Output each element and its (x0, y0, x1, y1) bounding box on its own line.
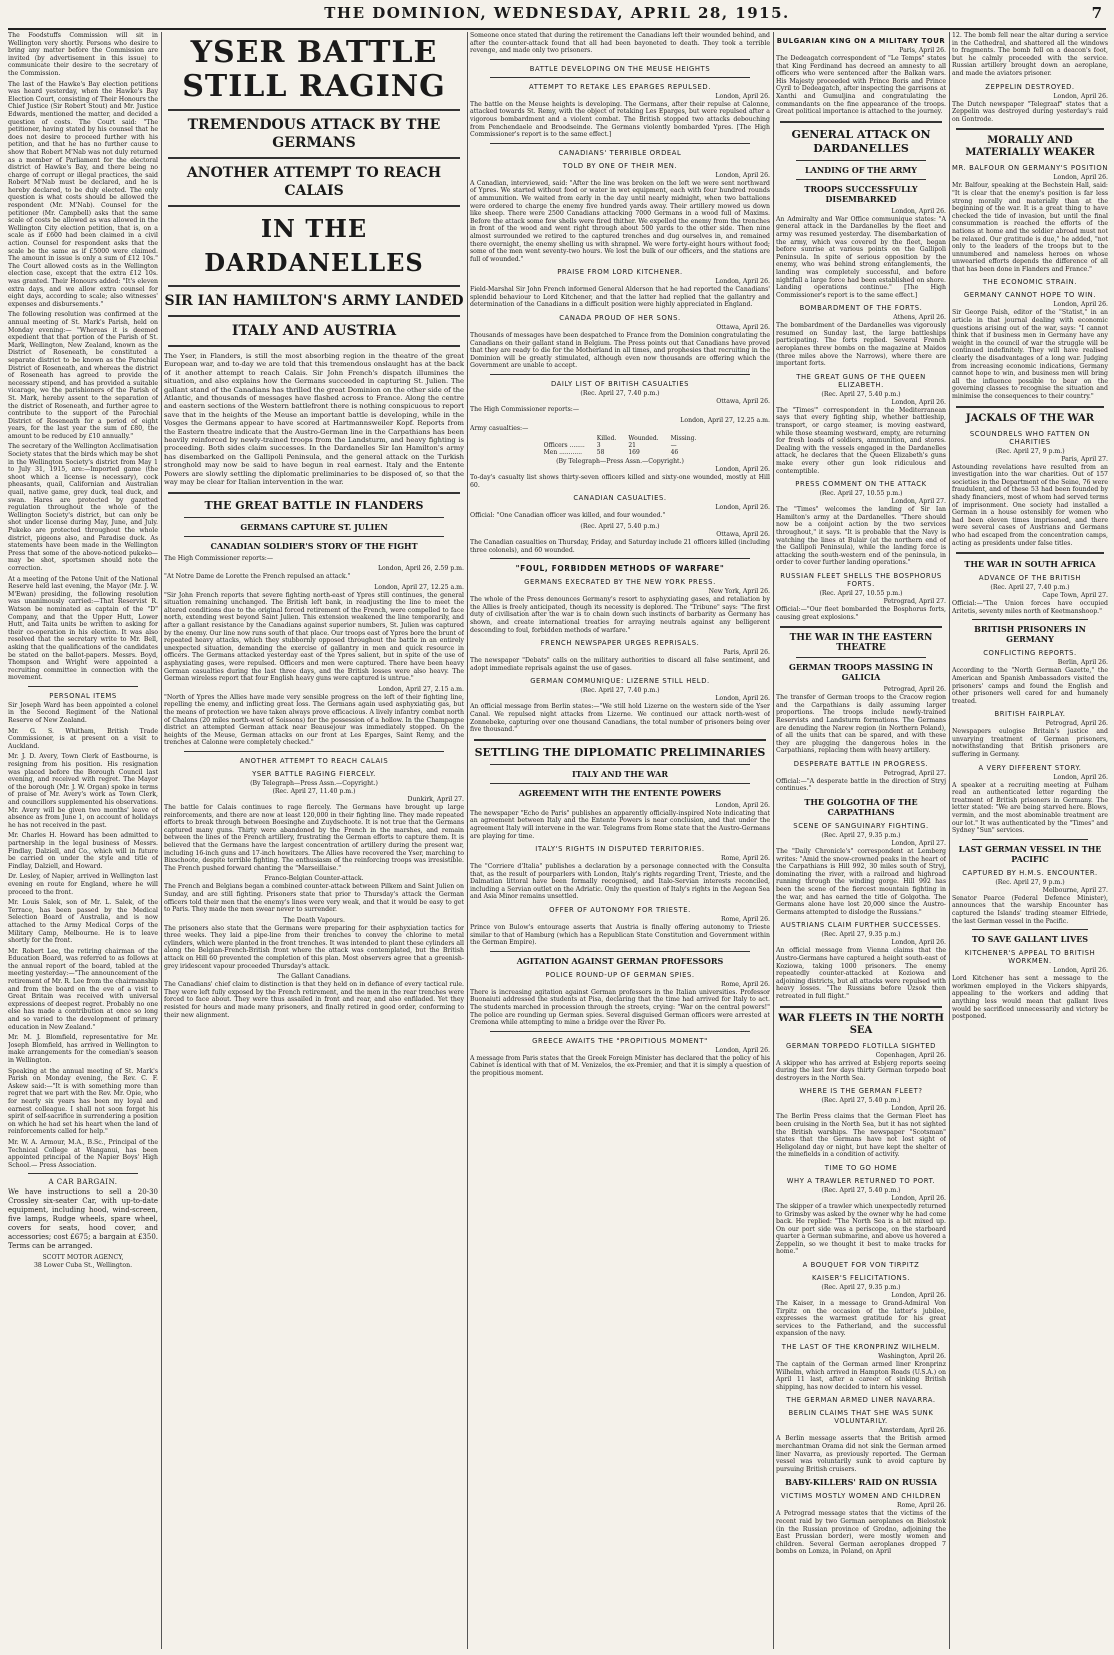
dateline: Petrograd, April 27. (883, 769, 946, 777)
article-text: The "Corriere d'Italia" publishes a declaration by a personage connected with the Consulta that, as the result of pourparlers with London, Italy's rights regarding Trent, Trieste, and the Dalmatian littoral have been formally recognised, and Italo-Servian interests reconciled, including a Servian outlet on the Adriatic. Only the question of Italy's rights in the Aegean Sea and Asia Minor remains unsettled. (470, 863, 770, 901)
subheadline: ZEPPELIN DESTROYED. (985, 82, 1075, 91)
article-text: To-day's casualty list shows thirty-seven officers killed and sixty-one wounded, mostly at Hill 60. (470, 474, 770, 489)
dateline: Dunkirk, April 27. (407, 795, 464, 803)
article-text: The "Daily Chronicle's" correspondent at Lemberg writes: "Amid the snow-crowned peaks in the heart of the Carpathians is Hill 992, 30 miles south of Stryj, dominating the river, with a railroad and highroad running through the winding gorge. Hill 992 has been the scene of the fiercest mountain fighting in the war, and has earned the title of Golgotha. The Germans alone have lost 20,000 since the Austro-Germans attempted to dislodge the Russians." (776, 848, 946, 916)
headline: IN THE DARDANELLES (204, 214, 424, 277)
subheadline: TIME TO GO HOME (824, 1163, 898, 1172)
divider (168, 157, 460, 159)
received-time: (Rec. April 27, 10.55 p.m.) (819, 490, 903, 498)
main-headline: YSER BATTLE STILL RAGING (182, 35, 446, 104)
subheadline: MR. BALFOUR ON GERMANY'S POSITION (952, 164, 1108, 173)
dateline: London, April 26. (1053, 174, 1108, 182)
article-paragraph: At a meeting of the Petone Unit of the National Reserve held last evening, the Mayor (Mr. J. W. M'Ewan) presiding, the following resolution was unanimously carried:—That Reservist R. Watson be nominated as captain of the "D" Company, and that the Upper Hutt, Lower Hutt, and Taita units be written to asking for their co-operation in his election. It was also resolved that the secretary write to Mr. Bell, asking that the qualifications of the candidates be stated on the ballot-papers. Messrs. Boyd, Thompson and Wright were appointed a recruiting committee in connection with the movement. (8, 575, 158, 682)
received-time: (Rec. April 27, 9.35 p.m.) (821, 832, 901, 840)
dateline: Paris, April 27. (1061, 455, 1108, 463)
subheadline: THE GREAT GUNS OF THE QUEEN ELIZABETH. (796, 372, 926, 389)
dateline: London, April 26. (891, 1194, 946, 1202)
article-text: Official:—"A desperate battle in the direction of Stryj continues." (776, 777, 946, 793)
dateline: London, April 27, 2.15 a.m. (378, 685, 464, 693)
column-rule (467, 32, 468, 1649)
received-time: (Rec. April 27, 10.55 p.m.) (819, 589, 903, 597)
column-2 (164, 32, 464, 1649)
table-cell: 58 (596, 449, 605, 457)
headline: SETTLING THE DIPLOMATIC PRELIMINARIES (474, 745, 766, 759)
dateline: London, April 27, 12.25 a.m. (374, 583, 464, 591)
telegraph-note: (By Telegraph—Press Assn.—Copyright.) (556, 458, 684, 466)
article-text: Astounding revelations have resulted from an investigation into the war charities. Out of 157 societies in the Department of the Seine, 76 were fraudulent, and of these 53 had been founded by shady financiers, most of whom had served terms of imprisonment. One society had installed a German in a house ostensibly for women who had been eleven times imprisoned, and there were several cases of Austrians and Germans who had escaped from the concentration camps, acting as presidents under false titles. (952, 463, 1108, 547)
received-time: (Rec. April 27, 5.40 p.m.) (821, 1097, 901, 1105)
divider (972, 929, 1088, 930)
advert-heading: A CAR BARGAIN. (48, 1178, 118, 1187)
subheadline: KAISER'S FELICITATIONS. (811, 1274, 911, 1283)
table-cell: — (670, 442, 677, 450)
subheadline: ATTEMPT TO RETAKE LES EPARGES REPULSED. (529, 82, 711, 91)
headline: THE GOLGOTHA OF THE CARPATHIANS (804, 797, 918, 818)
divider (490, 374, 750, 375)
personal-item: Mr. Louis Salek, son of Mr. L. Salek, of the Terrace, has been passed by the Medical Selection Board of Australia, and is now attached to the Army Medical Corps of the Military Camp, Melbourne. He is to leave shortly for the front. (8, 899, 158, 945)
subheadline: CONFLICTING REPORTS. (983, 649, 1077, 658)
dateline: Amsterdam, April 26. (878, 1427, 946, 1435)
subheadline: THE GERMAN ARMED LINER NAVARRA. (786, 1396, 936, 1405)
article-text: Sir George Paish, editor of the "Statist," in an article in that journal dealing with economic questions arising out of the war, says: "I cannot think that if business men in Germany have any weight in the council of war the struggle will be continued indefinitely. They will have realised clearly the disadvantages of a long war. Judging from increasing economic indications, Germany cannot hope to win, and business men will bring all the influence possible to bear on the governing classes to recognise the situation and minimise the consequences to their country." (952, 309, 1108, 400)
subheadline: GERMANS CAPTURE ST. JULIEN (240, 521, 388, 532)
masthead-title: THE DOMINION, WEDNESDAY, APRIL 28, 1915. (324, 4, 790, 22)
divider (796, 160, 926, 161)
column-rule (773, 32, 774, 1649)
article-paragraph: The secretary of the Wellington Acclimatisation Society states that the birds which may be shot in the Wellington Society's district from May 1 to July 31, 1915, are:—Imported game (the shoot which a license is necessary), cock pheasants, quail, Californian and Australian quail, native game, grey duck, teal duck, and swan. Hares are protected by gazetted regulation throughout the whole of the Wellington Society's district, but can only be shot under license during May, June, and July. Pukeko are protected throughout the whole district, pigeons also, and Paradise duck. As statements have been made in the Wellington Press that some of the above-noticed pukeko—may be shot, sportsmen should note the correction. (8, 443, 158, 572)
received-time: (Rec. April 27, 5.40 p.m.) (821, 1186, 901, 1194)
divider (168, 315, 460, 317)
article-text: The battle for Calais continues to rage fiercely. The Germans have brought up large reinforcements, and there are now at least 120,000 in their fighting line. They made repeated efforts to break through between Boesinghe and Zuydschoote. It is not true that the Germans captured many guns. Thirty were abandoned by the French in the marshes, and remain between the lines of the French artillery, frustrating the German efforts to capture them. It is believed that the Germans have the largest concentration of artillery during the present war, including 16-inch guns and 17-inch howitzers. The Allies have recovered the Yser, marching to Bixschoote, despite terrible fighting. The enthusiasm of the reinforcing troops was irresistible. The French pushed forward chanting the "Marseillaise." (164, 803, 464, 872)
dateline: London, April 26. (1053, 773, 1108, 781)
divider (490, 59, 750, 60)
article-text: Official:—"Our fleet bombarded the Bosphorus forts, causing great explosions." (776, 605, 946, 621)
personal-item: Mr. Robert Lee, the retiring chairman of the Education Board, was referred to as follows at the annual report of the board, tabled at the meeting yesterday:—"The announcement of the retirement of Mr. R. Lee from the chairmanship and from the board on the eve of a visit to Great Britain was received with universal expressions of deepest regret. Probably no one else has made a contribution at once so long and so varied to the development of primary education in New Zealand." (8, 947, 158, 1031)
table-cell: 3 (596, 442, 601, 450)
subheadline: WHY A TRAWLER RETURNED TO PORT. (786, 1176, 936, 1185)
dateline: London, April 26. (715, 466, 770, 474)
article-text: The "Times'" correspondent in the Mediterranean says that every fighting ship, whether battleship, transport, or cargo steamer, is moving eastward, while those steaming westward, empty, are returning for fresh loads of soldiers, ammunition, and stores. Dealing with the vessels engaged in the Dardanelles attack, he declares that the Queen Elizabeth's guns make every other gun look ridiculous and contemptible. (776, 406, 946, 475)
section-heading: PERSONAL ITEMS (49, 691, 117, 700)
headline: ANOTHER ATTEMPT TO REACH CALAIS (186, 165, 442, 199)
divider (168, 492, 460, 494)
telegraph-note: (By Telegraph—Press Assn.—Copyright.) (250, 779, 378, 787)
subheadline: YSER BATTLE RAGING FIERCELY. (252, 769, 376, 778)
headline: BABY-KILLERS' RAID ON RUSSIA (785, 1477, 937, 1488)
divider (168, 205, 460, 207)
divider (796, 179, 926, 180)
subheadline: FRENCH NEWSPAPER URGES REPRISALS. (540, 639, 700, 648)
article-text: 12. The bomb fell near the altar during a service in the Cathedral, and shattered all the windows to fragments. The bomb fell on a deacon's foot, but he calmly proceeded with the service. Russian artillery brought down an aeroplane, and made the aviators prisoner. (952, 32, 1108, 77)
article-paragraph: The last of the Hawke's Bay election petitions was heard yesterday, when the Hawke's Bay Election Court, consisting of Their Honours the Chief Justice (Sir Robert Stout) and Mr. Justice Edwards, mentioned the matter, and decided a question of costs. The Court said: "The petitioner, having stated by his counsel that he does not desire to proceed further with his petition, and that he has no further cause to show that Robert M'Nab was not duly returned as a member of Parliament for the electoral district of Hawke's Bay, and there being no charge of corrupt or illegal practices, the said Robert M'Nab must be declared, and he is hereby declared, to be duly elected. The only question is what costs should be allowed the respondent (Mr. M'Nab). Counsel for the petitioner (Mr. Campbell) asks that the same scale of costs be allowed as was allowed in the Wellington City election petition, that is, on a scale as if £600 had been claimed in a civil action. Counsel for respondent asks that the scale be the same as if £5000 were claimed. The amount in issue is only a sum of £12 10s." The Court allowed costs as in the Wellington election case, except that the extra £12 10s. was granted. Their Honours added: "It's eleven extra days, and we allow extra counsel for eight days, according to scale; also witnesses' expenses and disbursements." (8, 80, 158, 308)
dateline: London, April 26. (715, 92, 770, 100)
personal-item: Mr. G. S. Whitham, British Trade Commissioner, is at present on a visit to Auckland. (8, 727, 158, 750)
subheadline: AUSTRIANS CLAIM FURTHER SUCCESSES. (780, 921, 942, 930)
received-time: (Rec. April 27, 11.40 p.m.) (272, 787, 356, 795)
dateline: Petrograd, April 26. (1045, 720, 1108, 728)
article-text: Thousands of messages have been despatched to France from the Dominion congratulating the Canadians on their gallant stand in Belgium. The Press points out that Canadians have proved that they are ready to die for the Motherland in all times, and prophesies that recruiting in the Dominion will be greatly stimulated, although even now thousands are offering which the Government are unable to accept. (470, 332, 770, 370)
dateline: New York, April 26. (708, 588, 770, 596)
article-text: The skipper of a trawler which unexpectedly returned to Grimsby was asked by the owner why he had come back. He replied: "The North Sea is a bit mixed up. On our port side was a periscope, on the starboard quarter a German submarine, and above us hovered a Zeppelin, so we thought it best to make tracks for home." (776, 1202, 946, 1256)
column-4 (776, 32, 946, 1649)
column-rule (949, 32, 950, 1649)
subheadline: BERLIN CLAIMS THAT SHE WAS SUNK VOLUNTARILY. (788, 1409, 934, 1426)
divider (956, 552, 1104, 554)
casualty-table (538, 435, 703, 456)
headline: LANDING OF THE ARMY (804, 164, 917, 175)
article-text: Senator Pearce (Federal Defence Minister), announces that the warship Encounter has captured the Islands' trading steamer Elfriede, the last German vessel in the Pacific. (952, 894, 1108, 925)
masthead (8, 2, 1106, 30)
divider (972, 839, 1088, 840)
headline: TROOPS SUCCESSFULLY DISEMBARKED (804, 183, 918, 204)
table-cell: 46 (670, 449, 679, 457)
subheadline: A BOUQUET FOR VON TIRPITZ (802, 1261, 920, 1270)
divider (168, 285, 460, 287)
divider (972, 619, 1088, 620)
personal-item: Mr. J. D. Avery, Town Clerk of Eastbourne, is resigning from his position. His resignation was placed before the Borough Council last evening, and received with regret. The Mayor of the borough (Mr. J. W. Organ) spoke in terms of praise of Mr. Avery's work as Town Clerk, and councillors supplemented his observations. Mr. Avery will be given two months' leave of absence as from June 1, on account of holidays he has not received in the past. (8, 753, 158, 829)
column-5 (952, 32, 1108, 1649)
dateline: Ottawa, April 26. (716, 398, 770, 406)
personal-item: Speaking at the annual meeting of St. Mark's Parish on Monday evening, the Rev. C. F. Askew said:—"It is with something more than regret that we part with the Rev. Mr. Opie, who for nearly six years has been my loyal and earnest colleague. I shall not soon forget his spirit of self-sacrifice in surrendering a position on which he had set his heart when the land of reinforcements called for help." (8, 1067, 158, 1136)
subheadline: ANOTHER ATTEMPT TO REACH CALAIS (239, 756, 389, 765)
dateline: Copenhagen, April 26. (875, 1051, 946, 1059)
article-intro: The Yser, in Flanders, is still the most absorbing region in the theatre of the great European war, and to-day we are told that this tremendous onslaught has at the back of it another attempt to reach Calais. Sir John French's dispatch illumines the situation, and also explains how the Germans succeeded in capturing St. Julien. The gallant stand of the Canadians has thrilled the great Dominion on the other side of the Atlantic, and thousands of messages have flashed across to France. Along the centre and eastern sections of the Western battlefront there is nothing conspicuous to report save that in the heights of the Meuse an important battle is developing, while in the Vosges the Germans appear to have scored at Hartmannsweiler Kopf. Reports from the Eastern theatre indicate that the Austro-German line in the Carpathians has been heavily reinforced by newly-trained troops from the Landsturm, and heavy fighting is proceeding. Both sides claim successes. In the Dardanelles Sir Ian Hamilton's army has disembarked on the Gallipoli Peninsula, and the general attack on the Turkish stronghold may now be said to have begun in real earnest. Italy and the Entente Powers are slowly settling the diplomatic preliminaries to be disposed of, so that the way may be clear for Italian intervention in the war. (164, 352, 464, 487)
table-cell: Men ............ (543, 449, 583, 457)
dateline: Ottawa, April 26. (716, 531, 770, 538)
subheadline: BRITISH FAIRPLAY. (994, 710, 1066, 719)
dateline: Rome, April 26. (721, 916, 770, 924)
article-text: Official:—"The Union forces have occupied Aritetis, seventy miles north of Keetmanshoop." (952, 600, 1108, 615)
article-text: Newspapers eulogise Britain's justice and unvarying treatment of German prisoners, notwithstanding that British prisoners are suffering in Germany. (952, 728, 1108, 759)
divider (780, 121, 942, 123)
subheadline: WHERE IS THE GERMAN FLEET? (799, 1087, 923, 1096)
subheadline: PRESS COMMENT ON THE ATTACK (795, 480, 927, 489)
subheadline: ITALY'S RIGHTS IN DISPUTED TERRITORIES. (535, 845, 705, 854)
article-text: The newspaper "Debats" calls on the military authorities to discard all false sentiment, and adopt immediate reprisals against the use of gases. (470, 657, 770, 672)
article-text: The Kaiser, in a message to Grand-Admiral Von Tirpitz on the occasion of the latter's jubilee, expresses the warmest gratitude for his great services to the Fatherland, and the successful expansion of the navy. (776, 1300, 946, 1338)
headline: ITALY AND AUSTRIA (231, 323, 397, 339)
divider (490, 1031, 750, 1032)
divider (184, 751, 444, 752)
subheading: The Gallant Canadians. (277, 973, 351, 981)
subheadline: RUSSIAN FLEET SHELLS THE BOSPHORUS FORTS. (780, 571, 942, 588)
personal-item: Sir Joseph Ward has been appointed a colonel in the Second Regiment of the National Reserve of New Zealand. (8, 701, 158, 725)
divider (490, 951, 750, 952)
personal-item: Mr. Charles H. Howard has been admitted to partnership in the legal business of Messrs. Findlay, Dalziell, and Co., which will in future be carried on under the style and title of Findlay, Dalziell, and Howard. (8, 832, 158, 870)
table-header: Killed. (596, 435, 617, 443)
dateline: London, April 27, 12.25 a.m. (680, 416, 770, 424)
advert-address: 38 Lower Cuba St., Wellington. (33, 1262, 133, 1270)
subheadline: BOMBARDMENT OF THE FORTS. (799, 304, 923, 313)
received-time: (Rec. April 27, 9 p.m.) (995, 447, 1065, 455)
dateline: London, April 26. (715, 504, 770, 512)
article-paragraph: The Foodstuffs Commission will sit in Wellington very shortly. Persons who desire to bring any matter before the Commission are invited (by advertisement in this issue) to communicate their desire to the secretary of the Commission. (8, 32, 158, 77)
dateline: London, April 26. (1053, 92, 1108, 100)
headline: TO SAVE GALLANT LIVES (971, 934, 1089, 945)
article-text: The battle on the Meuse heights is developing. The Germans, after their repulse at Calonne, attacked towards St. Remy, with the object of retaking Les Eparges, but were repulsed after a vigorous bombardment and a violent combat. The British stopped two attacks debouching from Penchendaele and Broodseinde. The Germans violently bombarded Ypres. [The High Commissioner's report is to the same effect.] (470, 100, 770, 139)
personal-item: Mr. M. J. Blomfield, representative for Mr. Joseph Blomfield, has arrived in Wellington to make arrangements for the comedian's season in Wellington. (8, 1034, 158, 1064)
headline: MORALLY AND MATERIALLY WEAKER (965, 135, 1095, 159)
article-text: The Dutch newspaper "Telegraaf" states that a Zeppelin was destroyed during yesterday's raid on Gontrode. (952, 100, 1108, 123)
dateline: Melbourne, April 27. (1042, 886, 1108, 894)
divider (956, 406, 1104, 408)
received-time: (Rec. April 27, 7.40 p.m.) (990, 584, 1070, 592)
divider (780, 1006, 942, 1008)
article-text: Army casualties:— (470, 424, 529, 432)
article-text: Lord Kitchener has sent a message to the workmen employed in the Vickers shipyards, appealing to the workers and adding that anything less would mean that gallant lives would be sacrificed unnecessarily and victory be postponed. (952, 975, 1108, 1021)
received-time: (Rec. April 27, 9 p.m.) (995, 878, 1065, 886)
article-text: A Berlin message asserts that the British armed merchantman Orama did not sink the German armed liner Navarra, as previously reported. The German vessel was voluntarily sunk to avoid capture by pursuing British cruisers. (776, 1435, 946, 1473)
subheadline: CANADA PROUD OF HER SONS. (559, 314, 681, 323)
subheadline: OFFER OF AUTONOMY FOR TRIESTE. (549, 906, 691, 915)
dateline: London, April 26. (891, 939, 946, 947)
divider (796, 657, 926, 658)
article-text: An Admiralty and War Office communique states: "A general attack in the Dardanelles by the fleet and army was resumed yesterday. The disembarkation of the army, which was covered by the fleet, began before sunrise at various points on the Gallipoli Peninsula. In spite of serious opposition by the enemy, who was behind strong entanglements, the landing was completely successful, and before nightfall a large force had been established on shore. Landing operations continue." [The High Commissioner's report is to the same effect.] (776, 215, 946, 299)
advert-body: We have instructions to sell a 20-30 Crossley six-seater Car, with up-to-date equipment, including hood, wind-screen, five lamps, Rudge wheels, spare wheel, covers for seats, hood cover, and accessories; cost £675; a bargain at £350. Terms can be arranged. (8, 1188, 158, 1251)
article-text: The prisoners also state that the Germans were preparing for their asphyxiation tactics for three weeks. They laid a pipe-line from their trenches to convey the chlorine to metal cylinders, which were planted in the front trenches. It was intended to plant these cylinders all along the Belgian-French-British front where the attack was contemplated, but the British attack on Hill 60 prevented the completion of this plan. Most observers agree that a greenish-grey iridescent vapour proceeded Thursday's attack. (164, 924, 464, 970)
article-paragraph: The following resolution was confirmed at the annual meeting of St. Mark's Parish, held on Monday evening:— "Whereas it is deemed expedient that that portion of the Parish of St. Mark, Wellington, New Zealand, known as the District of Roseneath, be constituted a separate district to be known as the Parochial District of Roseneath, and whereas the district of Roseneath has agreed to provide the necessary stipend, and has provided a suitable vicarage, we the parishioners of the Parish of St. Mark, hereby assent to the separation of the district of Roseneath, and further agree to contribute to the support of the Parochial District of Roseneath for a period of eight years, for the last year the sum of £80, the amount to be reduced by £10 annually." (8, 311, 158, 440)
article-text: The High Commissioner reports:— (164, 554, 274, 562)
subheadline: GERMAN COMMUNIQUE: LIZERNE STILL HELD. (530, 677, 710, 686)
dateline: London, April 26. (891, 398, 946, 406)
subheadline: THE ECONOMIC STRAIN. (982, 278, 1078, 287)
divider (168, 345, 460, 347)
article-text: The Canadian casualties on Thursday, Friday, and Saturday include 21 officers killed (including three colonels), and 60 wounded. (470, 539, 770, 554)
headline: LAST GERMAN VESSEL IN THE PACIFIC (958, 843, 1102, 864)
subheading: Franco-Belgian Counter-attack. (264, 875, 364, 883)
divider (474, 739, 766, 741)
article-text: "At Notre Dame de Lorette the French repulsed an attack." (164, 573, 351, 581)
page-number: 7 (1091, 4, 1102, 22)
dateline: Athens, April 26. (893, 314, 946, 322)
subheadline: TOLD BY ONE OF THEIR MEN. (562, 161, 678, 170)
article-text: Someone once stated that during the retirement the Canadians left their wounded behind, and after the counter-attack found that all had been bayoneted to death. They took a terrible revenge, and made only two prisoners. (470, 32, 770, 55)
headline: AGREEMENT WITH THE ENTENTE POWERS (518, 787, 722, 798)
subheadline: DAILY LIST OF BRITISH CASUALTIES (550, 380, 690, 389)
article-text: The Dedeagatch correspondent of "Le Temps" states that King Ferdinand has decreed an amnesty to all officers who were sentenced after the Balkan wars. His Majesty proceeded with Prince Boris and Prince Cyril to Dedeagatch, after inspecting the garrisons at Xanthi and Gumuljina and congratulating the commandants on the fine appearance of the troops. Great political importance is attached to the journey. (776, 55, 946, 116)
personal-item: Mr. W. A. Armour, M.A., B.Sc., Principal of the Technical College at Wanganui, has been appointed principal of the Napier Boys' High School.— Press Association. (8, 1138, 158, 1169)
article-text: The newspaper "Echo de Paris" publishes an apparently officially-inspired Note indicating that an agreement between Italy and the Entente Powers is near conclusion, and that under the agreement Italy will intervene in the war. Telegrams from Rome state that the Austro-Germans are playing for time. (470, 809, 770, 840)
divider (490, 558, 750, 559)
dateline: Berlin, April 26. (1057, 659, 1108, 667)
article-text: The bombardment of the Dardanelles was vigorously resumed on Sunday last, the large battleships participating. The forts replied. Several French aeroplanes threw bombs on the magazine at Maidos (three miles above the Narrows), where there are important forts. (776, 322, 946, 368)
dateline: London, April 27. (891, 840, 946, 848)
table-cell: 21 (628, 442, 636, 450)
table-header: Wounded. (628, 435, 659, 443)
headline: THE GREAT BATTLE IN FLANDERS (204, 498, 424, 512)
divider (28, 1173, 138, 1174)
dateline: Petrograd, April 26. (883, 686, 946, 694)
article-text: The "Times" welcomes the landing of Sir Ian Hamilton's army at the Dardanelles. "There should now be a conjoint action by the two services throughout," it says. "It is probable that the Navy is watching the lines at Bulair (at the northern end of the Gallipoli Peninsula), while the landing force is attacking the south-western end of the peninsula, in order to cover further landing operations." (776, 506, 946, 567)
headline: THE WAR IN THE EASTERN THEATRE (789, 633, 933, 654)
subheadline: CAPTURED BY H.M.S. ENCOUNTER. (962, 868, 1098, 877)
dateline: Cape Town, April 27. (1042, 592, 1108, 600)
article-text: The captain of the German armed liner Kronprinz Wilhelm, which arrived in Hampton Roads (U.S.A.) on April 11 last, after a career of sinking British shipping, has now decided to intern his vessel. (776, 1361, 946, 1391)
advert-signature: SCOTT MOTOR AGENCY, (42, 1254, 124, 1262)
dateline: London, April 26. (715, 278, 770, 286)
article-text: There is increasing agitation against German professors in the Italian universities. Professor Buonaiuti addressed the students at Pisa, declaring that the time had arrived for Italy to act. The students marched in procession through the streets, crying: "War on the central powers!" The police are rounding up German spies. Several disguised German officers were arrested at Cremona while attempting to mine a bridge over the River Po. (470, 988, 770, 1027)
headline: WAR FLEETS IN THE NORTH SEA (778, 1012, 944, 1036)
headline: SIR IAN HAMILTON'S ARMY LANDED (164, 293, 464, 309)
article-text: Field-Marshal Sir John French informed General Alderson that he had reported the Canadians' splendid behaviour to Lord Kitchener, and that the latter had replied that the gallantry and determination of the Canadians in a difficult position were highly appreciated in England. (470, 286, 770, 309)
headline: ITALY AND THE WAR (571, 768, 669, 779)
dateline: Rome, April 26. (721, 855, 770, 863)
subheadline: POLICE ROUND-UP OF GERMAN SPIES. (545, 970, 695, 979)
subheadline: THE LAST OF THE KRONPRINZ WILHELM. (781, 1343, 941, 1352)
article-text: The transfer of German troops to the Cracow region and the Carpathians is daily assuming larger proportions. The troops include newly-trained Reservists and Landsturm formations. The Germans are denuding the Narew region (in Northern Poland), of all the units that can be spared, and with these they are plugging the dangerous holes in the Carpathians, replacing them with heavy artillery. (776, 694, 946, 755)
divider (28, 686, 138, 687)
subheadline: DESPERATE BATTLE IN PROGRESS. (793, 759, 929, 768)
subheadline: "FOUL, FORBIDDEN METHODS OF WARFARE" (515, 564, 725, 574)
dateline: London, April 26. (891, 207, 946, 215)
article-text: A Petrograd message states that the victims of the recent raid by two German aeroplanes on Bielostok (in the Russian province of Grodno, adjoining the East Prussian border), were mostly women and children. Several German aeroplanes dropped 7 bombs on Lomza, in Poland, on April (776, 1510, 946, 1556)
received-time: (Rec. April 27, 7.40 p.m.) (580, 687, 660, 695)
article-text: Prince von Bulow's entourage asserts that Austria is finally offering autonomy to Trieste similar to that of Hamburg (which has a Republican State Constitution and Government within the German Empire). (470, 924, 770, 947)
divider (490, 143, 750, 144)
article-text: Official: "One Canadian officer was killed, and four wounded." (470, 512, 666, 520)
received-time: (Rec. April 27, 9.35 p.m.) (821, 931, 901, 939)
divider (184, 536, 444, 537)
subheadline: KITCHENER'S APPEAL TO BRITISH WORKMEN. (964, 949, 1096, 966)
personal-item: Dr. Lesley, of Napier, arrived in Wellington last evening en route for England, where he will proceed to the front. (8, 873, 158, 896)
received-time: (Rec. April 27, 7.40 p.m.) (580, 390, 660, 398)
column-rule (161, 32, 162, 1649)
table-cell: Officers ........ (543, 442, 585, 450)
subheadline: GERMANY CANNOT HOPE TO WIN. (963, 291, 1097, 300)
article-text: A message from Paris states that the Greek Foreign Minister has declared that the policy of his Cabinet is identical with that of M. Venizelos, the ex-Premier, and that it is simply a question of the propitious moment. (470, 1054, 770, 1077)
subheadline: SCOUNDRELS WHO FATTEN ON CHARITIES (969, 429, 1091, 446)
subheadline: CANADIAN CASUALTIES. (573, 494, 667, 503)
article-text: A speaker at a recruiting meeting at Fulham read an authenticated letter regarding the treatment of British prisoners in Germany. The letter stated: "We are being starved here. Blows, vermin, and the most abominable treatment are our lot." It was authenticated by the "Times" and Sydney "Sun" services. (952, 781, 1108, 835)
article-text: The whole of the Press denounces Germany's resort to asphyxiating gases, and retaliation by the Allies is freely anticipated, though its necessity is deplored. The "Tribune" says: "The first duty of civilisation after the war is to chain down such instincts of barbarity as Germany has shown, and create international treaties for arraying neutrals against any belligerent descending to foul, forbidden methods of warfare." (470, 596, 770, 634)
article-text: According to the "North German Gazette," the American and Spanish Ambassadors visited the prisoners' camps and found the English and other prisoners well cared for and humanely treated. (952, 667, 1108, 705)
dateline: London, April 26. (891, 1105, 946, 1113)
subheadline: CANADIANS' TERRIBLE ORDEAL (558, 148, 682, 157)
dateline: Paris, April 26. (723, 649, 770, 657)
headline: BRITISH PRISONERS IN GERMANY (974, 624, 1086, 645)
subheadline: BULGARIAN KING ON A MILITARY TOUR (776, 37, 946, 45)
dateline: London, April 26. (715, 171, 770, 179)
table-header: Missing. (670, 435, 697, 443)
divider (490, 77, 750, 78)
received-time: (Rec. April 27, 5.40 p.m.) (580, 523, 660, 530)
divider (490, 764, 750, 765)
subheadline: A VERY DIFFERENT STORY. (978, 763, 1082, 772)
dateline: London, April 26, 2.59 p.m. (377, 565, 464, 573)
subheadline: BATTLE DEVELOPING ON THE MEUSE HEIGHTS (529, 64, 711, 73)
dateline: London, April 26. (715, 695, 770, 703)
dateline: London, April 26. (1053, 301, 1108, 309)
received-time: (Rec. April 27, 9.35 p.m.) (821, 1284, 901, 1292)
subheadline: GREECE AWAITS THE "PROPITIOUS MOMENT" (532, 1036, 708, 1045)
article-text: A skipper who has arrived at Esbjerg reports seeing during the last few days thirty German torpedo boat destroyers in the North Sea. (776, 1059, 946, 1082)
article-text: The Canadians' chief claim to distinction is that they held on in defiance of every tactical rule. They were left fully exposed by the French retirement, and the men in the rear trenches were forced to face about. They were thus assailed in front and rear, and also enfiladed. Yet they resisted for hours and made many prisoners, and finally retired in good order, conforming to their new alignment. (164, 981, 464, 1019)
subheadline: GERMANS EXECRATED BY THE NEW YORK PRESS. (524, 578, 716, 587)
headline: GENERAL ATTACK ON DARDANELLES (791, 127, 931, 155)
headline: TREMENDOUS ATTACK BY THE GERMANS (187, 117, 441, 151)
article-text: The Berlin Press claims that the German Fleet has been cruising in the North Sea, but it has not sighted the British warships. The newspaper "Scotsman" states that the Germans have not lost sight of Heligoland day or night, but have kept the shelter of the minefields in a condition of activity. (776, 1113, 946, 1159)
dateline: Paris, April 26. (899, 47, 946, 54)
article-text: A Canadian, interviewed, said: "After the line was broken on the left we were sent northward of Ypres. We started without food or water in wet equipment, each with four hundred rounds of ammunition. We waited from early in the day until nearly midnight, when two battalions were ordered to charge the enemy five hundred yards away. Their artillery mowed us down like sheep. There were 2500 Canadians attacking 7000 Germans in a wood full of Maxims. Before the attack some few shells were fired thither. We expelled the enemy from the trenches in front of the wood and went right through about 500 yards to the other side. Then nine almost surrounded we retired to the captured trenches and dug ourselves in, and remained there overnight, the enemy shelling us with shrapnel. We were forty-eight hours without food; some of the men went seventy-two hours. We lost the bulk of our officers, and the stations are full of wounded." (470, 179, 770, 263)
subheadline: ADVANCE OF THE BRITISH (978, 574, 1082, 583)
dateline: London, April 26. (1053, 967, 1108, 975)
article-text: "North of Ypres the Allies have made very sensible progress on the left of their fighting line, repelling the enemy, and inflicting great loss. The Germans again used asphyxiating gas, but the means of protection we have taken always prove efficacious. A lively infantry combat north of Chalons (20 miles north-west of Soissons) for the possession of a hollow. In the Champagne district an attempted German attack near Beausejour was immediately stopped. On the heights of the Meuse, German attacks on our front at Les Eparges, Saint Remy, and the trenches at Calonne were completely checked." (164, 693, 464, 747)
article-text: "Sir John French reports that severe fighting north-east of Ypres still continues, the general situation remaining unchanged. The British left bank, in readjusting the line to meet the altered conditions due to the original forced retirement of the French, were compelled to face north, extending west beyond Saint Julien. This extension weakened the line temporarily, and after a gallant resistance by the Canadians against superior numbers, St. Julien was captured by the enemy. Our line now runs south of that place. Our troops east of Ypres bore the brunt of repeated heavy attacks, which they stubbornly opposed throughout the battle in an entirely unexpected situation, demanding the exercise of gallantry in men and quick resource in officers. The Germans attacked yesterday east of the Ypres salient, but in spite of the use of asphyxiating gases, were repulsed. Officers and men were captured. There have been heavy German casualties during the last three days, and the British losses were also heavy. The German wireless report that four English heavy guns were captured is untrue." (164, 591, 464, 683)
subheadline: GERMAN TORPEDO FLOTILLA SIGHTED (786, 1041, 936, 1050)
table-cell: 169 (628, 449, 640, 457)
subheading: The Death Vapours. (283, 916, 345, 924)
subheadline: CANADIAN SOLDIER'S STORY OF THE FIGHT (210, 540, 418, 551)
received-time: (Rec. April 27, 5.40 p.m.) (821, 390, 901, 398)
article-text: The High Commissioner reports:— (470, 406, 580, 414)
dateline: Rome, April 26. (721, 980, 770, 988)
subheadline: SCENE OF SANGUINARY FIGHTING. (793, 822, 929, 831)
divider (956, 128, 1104, 130)
dateline: Rome, April 26. (897, 1502, 946, 1510)
dateline: London, April 27. (891, 498, 946, 506)
headline: AGITATION AGAINST GERMAN PROFESSORS (516, 955, 724, 966)
article-text: Mr. Balfour, speaking at the Bechstein Hall, said: "It is clear that the enemy's position is far less strong morally and materially than at the beginning of the war. It is a great thing to have checked the tide of invasion, but until the final consummation is reached the efforts of the nations at home and the soldier abroad must not be relaxed. Our gratitude is due," he added, "not only to the leaders of the troops but to the unnumbered and nameless heroes on whose unwearied efforts depends the difference of all that has been done in Flanders and France." (952, 182, 1108, 273)
subheadline: VICTIMS MOSTLY WOMEN AND CHILDREN (780, 1492, 942, 1501)
dateline: Ottawa, April 26. (716, 324, 770, 332)
article-text: An official message from Berlin states:—"We still hold Lizerne on the western side of the Yser Canal. We repulsed night attacks from Lizerne. We continued our attack north-west of Zonnebeke, capturing over one thousand Canadians, the total number of prisoners being over five thousand." (470, 703, 770, 734)
subheadline: PRAISE FROM LORD KITCHENER. (557, 268, 683, 277)
dateline: London, April 26. (715, 801, 770, 809)
article-text: An official message from Vienna claims that the Austro-Germans have captured a height south-east of Koziowa, taking 1000 prisoners. The enemy repeatedly counter-attacked at Koziowa and adjoining districts, but all attacks were repulsed with heavy losses. "The Russians before Uzsok then retreated in full flight." (776, 947, 946, 1000)
divider (184, 517, 444, 518)
column-1 (8, 32, 158, 1649)
headline: GERMAN TROOPS MASSING IN GALICIA (788, 662, 934, 683)
dateline: London, April 26. (715, 1046, 770, 1054)
dateline: Petrograd, April 27. (883, 597, 946, 605)
column-3 (470, 32, 770, 1649)
dateline: London, April 26. (891, 1292, 946, 1300)
divider (780, 626, 942, 628)
divider (168, 109, 460, 111)
dateline: Washington, April 26. (878, 1353, 946, 1361)
headline: JACKALS OF THE WAR (965, 412, 1095, 424)
headline: THE WAR IN SOUTH AFRICA (964, 559, 1096, 570)
divider (490, 783, 750, 784)
article-text: The French and Belgians began a combined counter-attack between Pilkem and Saint Julien on Sunday, and are still fighting. Prisoners state that prior to Thursday's attack the German officers told their men that the enemy's lines were very weak, and that it would be easy to get to Paris. They made the men swear never to surrender. (164, 883, 464, 914)
